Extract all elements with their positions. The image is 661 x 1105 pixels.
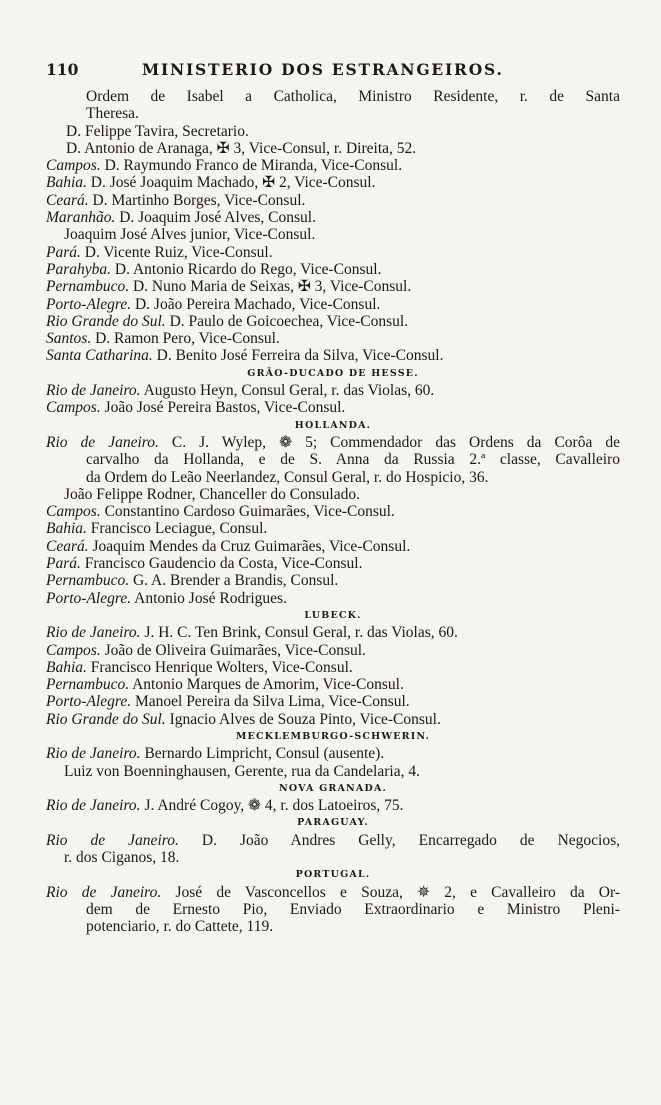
directory-entry	[46, 313, 620, 330]
place-name: Santos.	[46, 330, 92, 348]
entry-text: D. Joaquim José Alves, Consul.	[119, 209, 316, 227]
directory-entry	[46, 797, 620, 814]
entry-text: Antonio Marques de Amorim, Vice-Consul.	[132, 676, 404, 694]
entry-text: Bernardo Limpricht, Consul (ausente).	[144, 745, 385, 763]
directory-entry	[46, 434, 620, 451]
entry-text: D. Antonio de Aranaga, ✠ 3, Vice-Consul, r. Direita, 52.	[66, 139, 417, 157]
directory-entry	[46, 520, 620, 537]
country-heading: HOLLANDA.	[294, 419, 372, 431]
place-name: Campos.	[46, 399, 101, 417]
directory-entry	[46, 745, 620, 762]
directory-entry	[46, 157, 620, 174]
entry-text: potenciario, r. do Cattete, 119.	[86, 918, 274, 936]
entry-text: C. J. Wylep, ❁ 5; Commendador das Ordens da Corôa de	[171, 433, 620, 451]
directory-entry	[46, 832, 620, 849]
entry-text: G. A. Brender a Brandis, Consul.	[132, 572, 339, 590]
place-name: Rio de Janeiro.	[46, 745, 141, 763]
directory-entry	[46, 711, 620, 728]
place-name: Pernambuco.	[46, 278, 130, 296]
entry-text: D. Martinho Borges, Vice-Consul.	[92, 191, 306, 209]
entry-text: J. H. C. Ten Brink, Consul Geral, r. das Violas, 60.	[144, 624, 458, 642]
place-name: Rio de Janeiro.	[46, 883, 162, 901]
entry-text: Ordem de Isabel a Catholica, Ministro Residente, r. de Santa	[86, 88, 620, 105]
place-name: Bahia.	[46, 174, 87, 192]
place-name: Pernambuco.	[46, 572, 130, 590]
directory-entry	[46, 244, 620, 261]
page-header	[46, 60, 616, 82]
entry-text: D. Ramon Pero, Vice-Consul.	[95, 330, 280, 348]
place-name: Maranhão.	[46, 209, 116, 227]
place-name: Ceará.	[46, 537, 89, 555]
place-name: Porto-Alegre.	[46, 589, 132, 607]
directory-entry	[46, 105, 620, 122]
entry-text: Joaquim Mendes da Cruz Guimarães, Vice-Consul.	[92, 537, 411, 555]
directory-entry	[46, 261, 620, 278]
directory-entry	[46, 572, 620, 589]
country-heading: MECKLEMBURGO-SCHWERIN.	[235, 730, 431, 742]
directory-entry	[46, 174, 620, 191]
directory-entry	[46, 330, 620, 347]
entry-text: João José Pereira Bastos, Vice-Consul.	[104, 399, 346, 417]
entry-text: Luiz von Boenninghausen, Gerente, rua da Candelaria, 4.	[64, 762, 420, 780]
running-title: MINISTERIO DOS ESTRANGEIROS.	[142, 60, 504, 79]
entry-text: D. Raymundo Franco de Miranda, Vice-Consul.	[104, 157, 403, 175]
directory-entry	[46, 676, 620, 693]
entry-text: Joaquim José Alves junior, Vice-Consul.	[64, 226, 316, 244]
country-heading: NOVA GRANADA.	[278, 782, 388, 794]
place-name: Ceará.	[46, 191, 89, 209]
directory-entry	[46, 451, 620, 468]
place-name: Rio de Janeiro.	[46, 624, 141, 642]
directory-entry	[46, 88, 620, 105]
entry-text: Theresa.	[86, 105, 139, 123]
entry-text: Augusto Heyn, Consul Geral, r. das Violas, 60.	[143, 382, 435, 400]
directory-entry	[46, 555, 620, 572]
directory-entry	[46, 192, 620, 209]
entry-text: D. Felippe Tavira, Secretario.	[66, 122, 249, 140]
directory-entry	[46, 226, 620, 243]
entry-text: João Felippe Rodner, Chanceller do Consulado.	[64, 485, 360, 503]
entry-text: D. João Pereira Machado, Vice-Consul.	[134, 295, 381, 313]
directory-entry	[46, 296, 620, 313]
place-name: Parahyba.	[46, 260, 112, 278]
directory-entry	[46, 849, 620, 866]
entry-text: carvalho da Hollanda, e de S. Anna da Russia 2.ª classe, Cavalleiro	[86, 451, 620, 469]
page-number: 110	[46, 60, 79, 79]
directory-entry	[46, 347, 620, 364]
entry-text: D. Benito José Ferreira da Silva, Vice-Consul.	[156, 347, 444, 365]
entry-text: r. dos Ciganos, 18.	[64, 849, 180, 867]
place-name: Campos.	[46, 503, 101, 521]
country-heading: PARAGUAY.	[297, 817, 369, 829]
directory-entry	[46, 884, 620, 901]
place-name: Bahia.	[46, 520, 87, 538]
entry-text: João de Oliveira Guimarães, Vice-Consul.	[104, 641, 366, 659]
place-name: Rio de Janeiro.	[46, 831, 179, 849]
entry-text: D. Antonio Ricardo do Rego, Vice-Consul.	[114, 260, 382, 278]
directory-entry	[46, 503, 620, 520]
directory-entry	[46, 469, 620, 486]
directory-entry	[46, 538, 620, 555]
directory-entry	[46, 763, 620, 780]
country-heading: PORTUGAL.	[295, 869, 371, 881]
place-name: Campos.	[46, 641, 101, 659]
place-name: Rio Grande do Sul.	[46, 312, 166, 330]
directory-entry	[46, 624, 620, 641]
entry-text: D. José Joaquim Machado, ✠ 2, Vice-Consul.	[90, 174, 376, 192]
entry-text: José de Vasconcellos e Souza, ✵ 2, e Cavalleiro da Or-	[175, 883, 620, 901]
directory-entry	[46, 278, 620, 295]
country-heading: LUBECK.	[304, 609, 362, 621]
directory-entry	[46, 382, 620, 399]
directory-entry	[46, 642, 620, 659]
place-name: Rio de Janeiro.	[46, 433, 159, 451]
directory-entry	[46, 209, 620, 226]
place-name: Porto-Alegre.	[46, 295, 132, 313]
entry-text: Constantino Cardoso Guimarães, Vice-Consul.	[104, 503, 395, 521]
directory-entry	[46, 918, 620, 935]
entry-text: Ignacio Alves de Souza Pinto, Vice-Consul.	[169, 710, 441, 728]
place-name: Rio de Janeiro.	[46, 797, 141, 815]
directory-entry	[46, 140, 620, 157]
entry-text: D. Nuno Maria de Seixas, ✠ 3, Vice-Consul.	[132, 278, 412, 296]
entry-text: Antonio José Rodrigues.	[134, 589, 287, 607]
directory-entry	[46, 901, 620, 918]
directory-entry	[46, 123, 620, 140]
place-name: Bahia.	[46, 658, 87, 676]
entry-text: Francisco Leciague, Consul.	[90, 520, 268, 538]
entry-text: Francisco Henrique Wolters, Vice-Consul.	[90, 658, 353, 676]
entry-text: Francisco Gaudencio da Costa, Vice-Consul.	[84, 555, 363, 573]
place-name: Rio Grande do Sul.	[46, 710, 166, 728]
country-heading: GRÃO-DUCADO DE HESSE.	[247, 367, 419, 379]
directory-entry	[46, 659, 620, 676]
directory-entry	[46, 399, 620, 416]
place-name: Rio de Janeiro.	[46, 382, 141, 400]
entry-text: da Ordem do Leão Neerlandez, Consul Geral, r. do Hospicio, 36.	[86, 468, 489, 486]
directory-entry	[46, 486, 620, 503]
entry-text: dem de Ernesto Pio, Enviado Extraordinario e Ministro Pleni-	[86, 900, 620, 918]
place-name: Campos.	[46, 157, 101, 175]
place-name: Pará.	[46, 555, 81, 573]
place-name: Santa Catharina.	[46, 347, 153, 365]
place-name: Pernambuco.	[46, 676, 130, 694]
place-name: Pará.	[46, 243, 81, 261]
directory-entry	[46, 590, 620, 607]
entry-text: D. Vicente Ruiz, Vice-Consul.	[84, 243, 273, 261]
entry-text: J. André Cogoy, ❁ 4, r. dos Latoeiros, 75.	[144, 797, 404, 815]
entry-text: D. João Andres Gelly, Encarregado de Negocios,	[201, 831, 620, 849]
entry-text: Manoel Pereira da Silva Lima, Vice-Consul.	[134, 693, 410, 711]
directory-entry	[46, 693, 620, 710]
entry-text: D. Paulo de Goicoechea, Vice-Consul.	[169, 312, 409, 330]
document-body	[46, 88, 620, 936]
place-name: Porto-Alegre.	[46, 693, 132, 711]
